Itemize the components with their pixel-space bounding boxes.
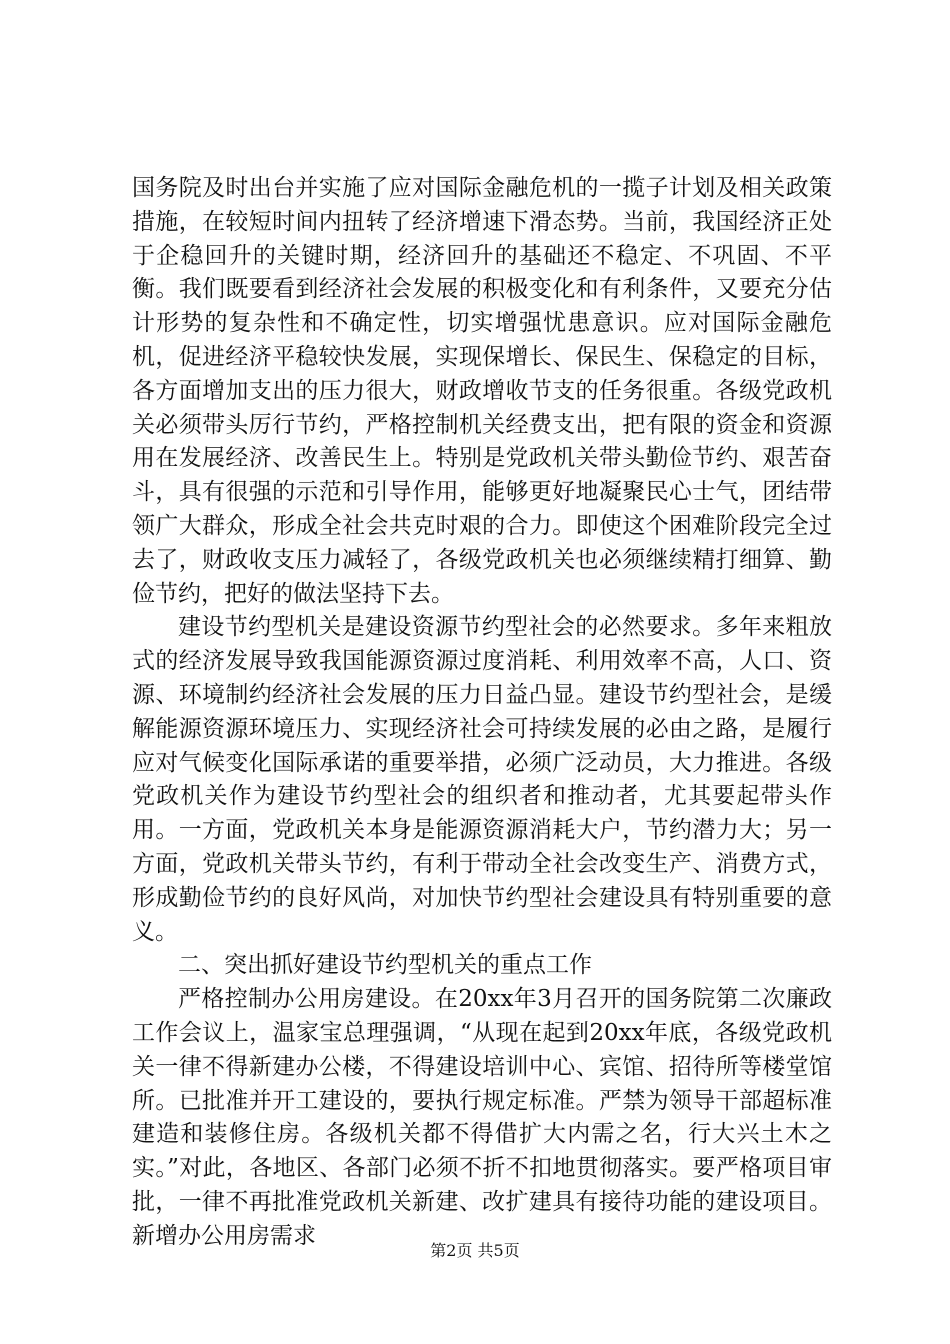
paragraph-2: 建设节约型机关是建设资源节约型社会的必然要求。多年来粗放式的经济发展导致我国能源资源过度消耗、利用效率不高，人口、资源、环境制约经济社会发展的压力日益凸显。建设节约型社会，是缓解能源资源环境压力、实现经济社会可持续发展的必由之路，是履行应对气候变化国际承诺的重要举措，必须广泛动员，大力推进。各级党政机关作为建设节约型社会的组织者和推动者，尤其要起带头作用。一方面，党政机关本身是能源资源消耗大户，节约潜力大；另一方面，党政机关带头节约，有利于带动全社会改变生产、消费方式，形成勤俭节约的良好风尚，对加快节约型社会建设具有特别重要的意义。 [132, 614, 832, 945]
page-number-footer: 第2页 共5页 [430, 1241, 520, 1260]
document-body [132, 172, 832, 1254]
paragraph-1: 国务院及时出台并实施了应对国际金融危机的一揽子计划及相关政策措施，在较短时间内扭转了经济增速下滑态势。当前，我国经济正处于企稳回升的关键时期，经济回升的基础还不稳定、不巩固、不平衡。我们既要看到经济社会发展的积极变化和有利条件，又要充分估计形势的复杂性和不确定性，切实增强忧患意识。应对国际金融危机，促进经济平稳较快发展，实现保增长、保民生、保稳定的目标，各方面增加支出的压力很大，财政增收节支的任务很重。各级党政机关必须带头厉行节约，严格控制机关经费支出，把有限的资金和资源用在发展经济、改善民生上。特别是党政机关带头勤俭节约、艰苦奋斗，具有很强的示范和引导作用，能够更好地凝聚民心士气，团结带领广大群众，形成全社会共克时艰的合力。即使这个困难阶段完全过去了，财政收支压力减轻了，各级党政机关也必须继续精打细算、勤俭节约，把好的做法坚持下去。 [132, 175, 832, 607]
paragraph-3: 严格控制办公用房建设。在20xx年3月召开的国务院第二次廉政工作会议上，温家宝总理强调，“从现在起到20xx年底，各级党政机关一律不得新建办公楼，不得建设培训中心、宾馆、招待所等楼堂馆所。已批准并开工建设的，要执行规定标准。严禁为领导干部超标准建造和装修住房。各级机关都不得借扩大内需之名，行大兴土木之实。”对此，各地区、各部门必须不折不扣地贯彻落实。要严格项目审批，一律不再批准党政机关新建、改扩建具有接待功能的建设项目。新增办公用房需求 [132, 986, 832, 1249]
section-heading: 二、突出抓好建设节约型机关的重点工作 [178, 952, 592, 979]
